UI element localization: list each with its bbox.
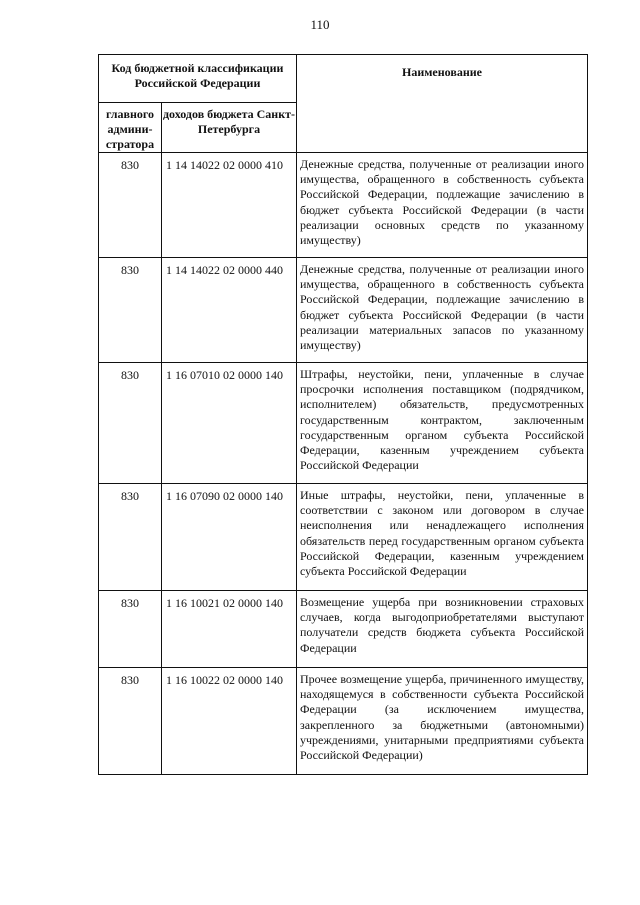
income-code-cell: 1 16 10021 02 0000 140	[162, 591, 297, 668]
name-cell: Прочее возмещение ущерба, причиненного имуществу, находящемуся в собственности субъекта Российской Федерации (за исключением имущества, закрепленного за бюджетными (автономными) учреждениями, унитарными предприятиями субъекта Российской Федерации)	[297, 668, 588, 775]
table-row	[99, 258, 588, 363]
admin-code-cell: 830	[99, 591, 162, 668]
table-row	[99, 484, 588, 591]
admin-code-cell: 830	[99, 258, 162, 363]
income-code-cell: 1 14 14022 02 0000 410	[162, 153, 297, 258]
name-cell: Штрафы, неустойки, пени, уплаченные в случае просрочки исполнения поставщиком (подрядчиком, исполнителем) обязательств, предусмотренных государственным контрактом, заключенным государственным органом субъекта Российской Федерации, казенным учреждением субъекта Российской Федерации	[297, 363, 588, 484]
table-row	[99, 363, 588, 484]
header-chief-administrator: главного админи-стратора	[99, 103, 162, 153]
admin-code-cell: 830	[99, 484, 162, 591]
header-income-code: доходов бюджета Санкт-Петербурга	[162, 103, 297, 153]
page-number: 110	[310, 17, 330, 32]
income-code-cell: 1 16 10022 02 0000 140	[162, 668, 297, 775]
admin-code-cell: 830	[99, 668, 162, 775]
name-cell: Возмещение ущерба при возникновении страховых случаев, когда выгодоприобретателями выступают получатели средств бюджета субъекта Российской Федерации	[297, 591, 588, 668]
budget-classification-table	[98, 54, 588, 775]
income-code-cell: 1 16 07010 02 0000 140	[162, 363, 297, 484]
admin-code-cell: 830	[99, 153, 162, 258]
name-cell: Иные штрафы, неустойки, пени, уплаченные в соответствии с законом или договором в случае неисполнения или ненадлежащего исполнения обязательств перед государственным органом субъекта Российской Федерации, казенным учреждением субъекта Российской Федерации	[297, 484, 588, 591]
table-row	[99, 153, 588, 258]
header-classification-code: Код бюджетной классификации Российской Федерации	[99, 55, 297, 103]
income-code-cell: 1 14 14022 02 0000 440	[162, 258, 297, 363]
header-name: Наименование	[297, 55, 588, 153]
table-row	[99, 668, 588, 775]
admin-code-cell: 830	[99, 363, 162, 484]
income-code-cell: 1 16 07090 02 0000 140	[162, 484, 297, 591]
table-row	[99, 591, 588, 668]
name-cell: Денежные средства, полученные от реализации иного имущества, обращенного в собственность субъекта Российской Федерации, подлежащие зачислению в бюджет субъекта Российской Федерации (в части реализации материальных запасов по указанному имуществу)	[297, 258, 588, 363]
name-cell: Денежные средства, полученные от реализации иного имущества, обращенного в собственность субъекта Российской Федерации, подлежащие зачислению в бюджет субъекта Российской Федерации (в части реализации основных средств по указанному имуществу)	[297, 153, 588, 258]
